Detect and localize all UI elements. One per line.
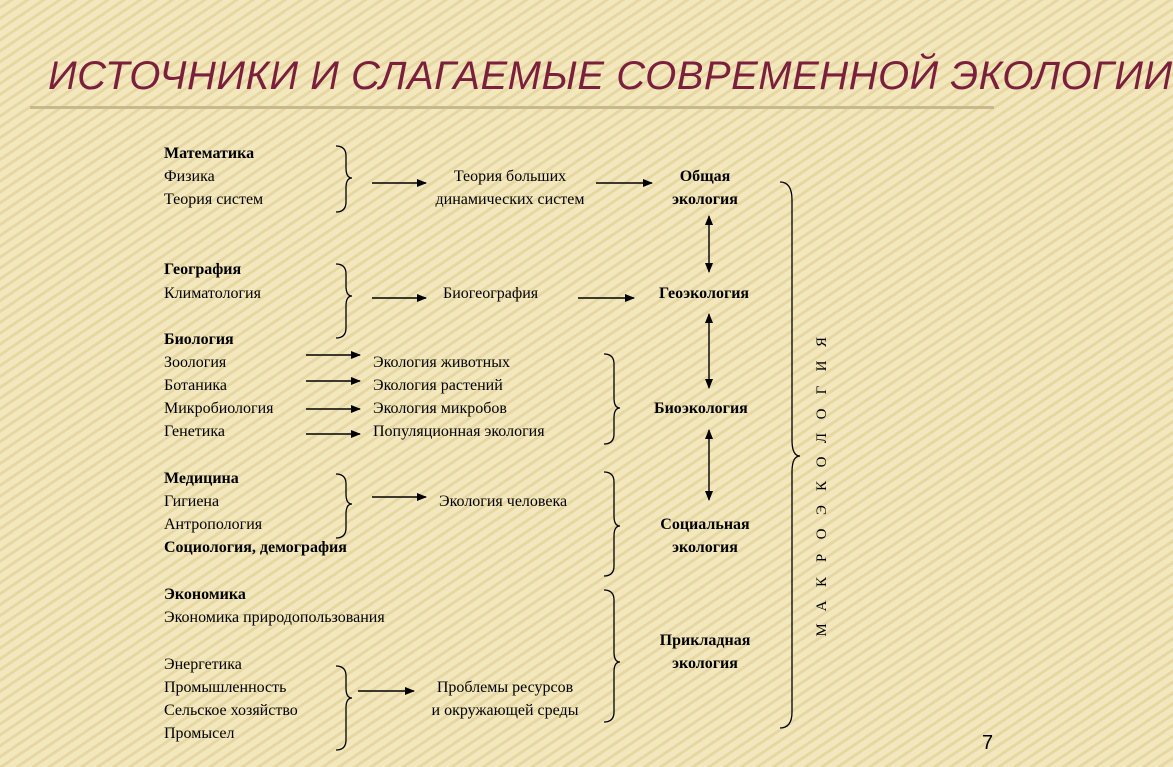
- brace-geography-group: [336, 264, 352, 338]
- brace-applied: [604, 590, 620, 722]
- source-physics: Физика: [164, 168, 215, 185]
- source-biology: Биология: [164, 331, 234, 348]
- branch-general-line1: Общая: [679, 168, 731, 185]
- macroecology-letter: К: [814, 481, 830, 492]
- macroecology-letter: И: [814, 360, 830, 372]
- intermediate-human-ecology: Экология человека: [439, 493, 568, 510]
- macroecology-letter: А: [814, 600, 830, 612]
- macroecology-letter: Э: [814, 505, 830, 515]
- source-fishing: Промысел: [164, 725, 235, 742]
- source-energy: Энергетика: [164, 656, 242, 673]
- source-medicine: Медицина: [164, 470, 239, 487]
- intermediate-population-ecology: Популяционная экология: [373, 423, 545, 440]
- macroecology-letter: М: [814, 623, 830, 637]
- macroecology-letter: О: [814, 408, 830, 420]
- intermediate-resources-line1: Проблемы ресурсов: [436, 679, 574, 696]
- macroecology-letter: Я: [814, 337, 830, 348]
- branch-applied-line2: экология: [672, 655, 738, 672]
- branch-bioecology: Биоэкология: [654, 400, 748, 417]
- source-nature-use: Экономика природопользования: [164, 609, 385, 626]
- branch-social-line2: экология: [672, 539, 738, 556]
- brace-biology-branches: [604, 354, 620, 444]
- source-systems-theory: Теория систем: [164, 191, 264, 208]
- page-number: 7: [982, 732, 994, 754]
- source-hygiene: Гигиена: [164, 493, 220, 510]
- intermediate-microbe-ecology: Экология микробов: [373, 400, 507, 417]
- source-climatology: Климатология: [164, 285, 261, 302]
- source-agriculture: Сельское хозяйство: [164, 702, 298, 719]
- macroecology-letter: О: [814, 456, 830, 468]
- source-zoology: Зоология: [164, 354, 227, 371]
- branch-applied-line1: Прикладная: [659, 632, 751, 649]
- source-geography: География: [164, 261, 242, 278]
- brace-social: [604, 472, 620, 576]
- branch-social-line1: Социальная: [660, 516, 750, 533]
- intermediate-animal-ecology: Экология животных: [373, 354, 510, 371]
- source-industry: Промышленность: [164, 679, 287, 696]
- macroecology-letter: Г: [814, 385, 830, 395]
- source-economics: Экономика: [164, 586, 246, 603]
- brace-medicine-group: [336, 474, 352, 538]
- intermediate-large-systems-line2: динамических систем: [435, 191, 585, 208]
- intermediate-plant-ecology: Экология растений: [373, 377, 503, 394]
- brace-industry-group: [336, 666, 352, 750]
- source-sociology: Социология, демография: [164, 539, 347, 556]
- source-botany: Ботаника: [164, 377, 228, 394]
- source-math: Математика: [164, 145, 255, 162]
- macroecology-letter: О: [814, 528, 830, 540]
- macroecology-letter: К: [814, 577, 830, 588]
- source-genetics: Генетика: [164, 423, 225, 440]
- intermediate-biogeography: Биогеография: [443, 285, 539, 302]
- branch-general-line2: экология: [672, 191, 738, 208]
- branch-geoecology: Геоэкология: [659, 285, 750, 302]
- intermediate-large-systems-line1: Теория больших: [453, 168, 567, 185]
- source-anthropology: Антропология: [164, 516, 263, 533]
- macroecology-letter: Р: [814, 553, 830, 563]
- intermediate-resources-line2: и окружающей среды: [431, 702, 579, 719]
- brace-macroecology: [780, 182, 800, 728]
- brace-math-group: [336, 146, 352, 212]
- source-microbiology: Микробиология: [164, 400, 274, 417]
- macroecology-letter: Л: [814, 432, 830, 444]
- slide-title: ИСТОЧНИКИ И СЛАГАЕМЫЕ СОВРЕМЕННОЙ ЭКОЛОГИИ: [48, 54, 1173, 98]
